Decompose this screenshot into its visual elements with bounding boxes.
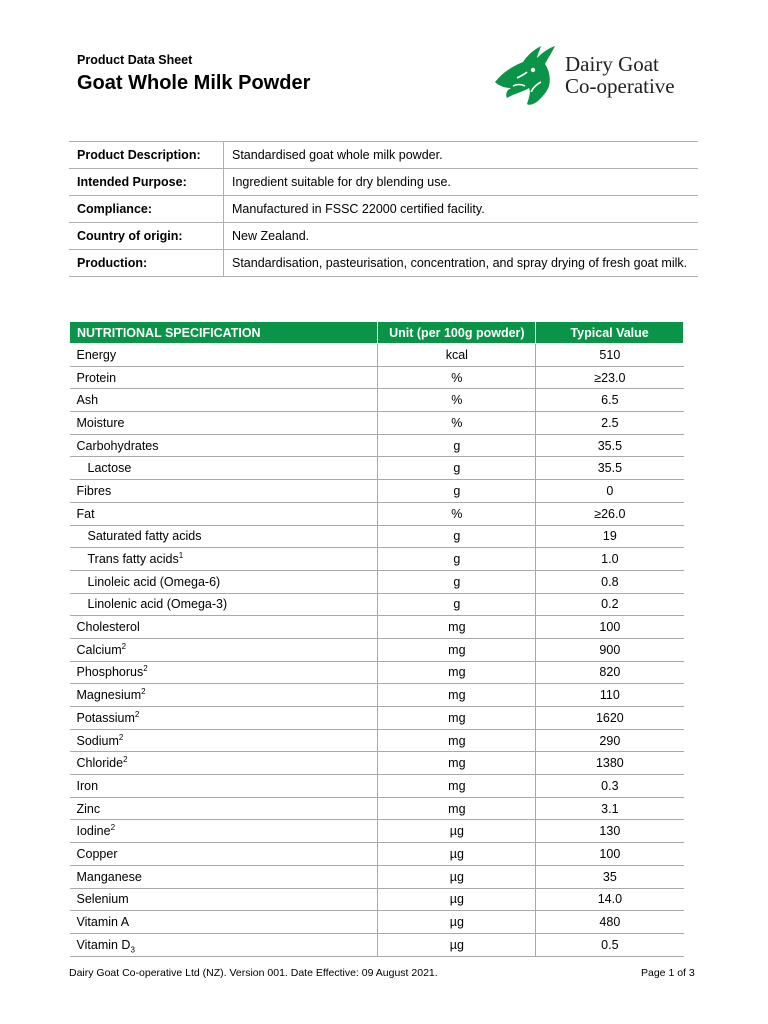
nutrient-unit: g — [378, 570, 536, 593]
nutrition-row — [70, 570, 684, 593]
nutrient-name-cell — [70, 570, 378, 593]
nutrient-value: 35.5 — [536, 434, 684, 457]
nutrient-name-cell — [70, 707, 378, 730]
info-row — [69, 196, 698, 223]
company-logo — [493, 42, 703, 110]
nutrient-unit: % — [378, 502, 536, 525]
nutrient-name-cell — [70, 616, 378, 639]
nutrition-row — [70, 502, 684, 525]
nutrition-row — [70, 525, 684, 548]
nutrient-value: 100 — [536, 843, 684, 866]
nutrient-name: Copper — [76, 846, 118, 861]
nutrient-unit: mg — [378, 616, 536, 639]
nutrient-name-cell — [70, 820, 378, 843]
nutrition-row — [70, 366, 684, 389]
nutrient-name: Fat — [76, 506, 95, 521]
nutrient-value: 130 — [536, 820, 684, 843]
nutrition-row — [70, 389, 684, 412]
footnote-marker: 1 — [178, 550, 184, 560]
nutrient-value: 100 — [536, 616, 684, 639]
nutrient-name-cell — [70, 684, 378, 707]
info-value: Ingredient suitable for dry blending use. — [224, 169, 699, 196]
info-row — [69, 250, 698, 277]
nutrition-row — [70, 888, 684, 911]
nutrient-name-cell — [70, 911, 378, 934]
nutrient-name-cell — [70, 775, 378, 798]
nutrient-unit: g — [378, 548, 536, 571]
footnote-marker: 2 — [123, 755, 128, 765]
info-row — [69, 142, 698, 169]
nutrient-unit: mg — [378, 775, 536, 798]
nutrient-unit: mg — [378, 729, 536, 752]
nutrient-name: Vitamin D — [76, 937, 131, 952]
nutrient-name: Calcium — [76, 642, 122, 657]
nutrition-row — [70, 775, 684, 798]
nutrient-name: Cholesterol — [76, 620, 140, 635]
nutrient-name-cell — [70, 457, 378, 480]
nutrition-row — [70, 434, 684, 457]
page-number: Page 1 of 3 — [641, 967, 695, 979]
nutrient-name: Linolenic acid (Omega-3) — [87, 597, 228, 612]
nutrition-row — [70, 729, 684, 752]
nutrient-name-cell — [70, 389, 378, 412]
nutrition-row — [70, 797, 684, 820]
nutrient-name: Linoleic acid (Omega-6) — [87, 574, 221, 589]
col-header-spec: NUTRITIONAL SPECIFICATION — [70, 322, 378, 344]
nutrition-row — [70, 412, 684, 435]
nutrient-unit: g — [378, 457, 536, 480]
nutrient-value: 290 — [536, 729, 684, 752]
nutrient-value: 0.3 — [536, 775, 684, 798]
nutrient-name-cell — [70, 344, 378, 367]
col-header-unit: Unit (per 100g powder) — [378, 322, 536, 344]
nutrient-value: 900 — [536, 638, 684, 661]
nutrient-value: 14.0 — [536, 888, 684, 911]
nutrient-name: Moisture — [76, 415, 125, 430]
nutrient-name: Chloride — [76, 756, 124, 771]
nutrient-name-cell — [70, 502, 378, 525]
nutrient-unit: µg — [378, 820, 536, 843]
nutrient-value: 1620 — [536, 707, 684, 730]
nutrient-name: Iron — [76, 778, 99, 793]
nutrition-row — [70, 843, 684, 866]
nutrient-name-cell — [70, 548, 378, 571]
info-row — [69, 223, 698, 250]
nutrient-unit: % — [378, 412, 536, 435]
nutrition-header-row — [70, 322, 684, 344]
nutrient-value: 35.5 — [536, 457, 684, 480]
nutrition-row — [70, 820, 684, 843]
logo-text-line2: Co-operative — [565, 74, 675, 98]
nutrient-value: 19 — [536, 525, 684, 548]
nutrient-unit: g — [378, 525, 536, 548]
nutrient-unit: µg — [378, 911, 536, 934]
nutrient-value: 1380 — [536, 752, 684, 775]
nutrient-name-cell — [70, 412, 378, 435]
footnote-marker: 2 — [141, 687, 146, 696]
document-title: Goat Whole Milk Powder — [77, 72, 311, 94]
nutrient-name-cell — [70, 843, 378, 866]
nutrient-name: Protein — [76, 370, 117, 385]
footnote-marker: 2 — [118, 732, 124, 742]
nutrient-value: 0.2 — [536, 593, 684, 616]
nutrient-unit: kcal — [378, 344, 536, 367]
nutrient-value: 820 — [536, 661, 684, 684]
nutrient-name: Manganese — [76, 869, 142, 884]
nutrient-name-cell — [70, 797, 378, 820]
info-value: New Zealand. — [224, 223, 699, 250]
nutrient-name: Energy — [76, 347, 117, 362]
nutrient-unit: % — [378, 366, 536, 389]
info-row — [69, 169, 698, 196]
nutrition-row — [70, 933, 684, 956]
footer-text: Dairy Goat Co-operative Ltd (NZ). Version 001. Date Effective: 09 August 2021. — [69, 967, 438, 979]
footnote-marker: 2 — [121, 641, 127, 651]
nutrient-name-cell — [70, 752, 378, 775]
nutrient-name: Carbohydrates — [76, 438, 159, 453]
nutrient-name: Vitamin A — [76, 915, 130, 930]
col-header-value: Typical Value — [536, 322, 684, 344]
nutrient-unit: µg — [378, 843, 536, 866]
nutrient-name-cell — [70, 366, 378, 389]
nutrient-unit: g — [378, 434, 536, 457]
nutrient-value: 2.5 — [536, 412, 684, 435]
info-value: Standardised goat whole milk powder. — [224, 142, 699, 169]
nutrition-row — [70, 638, 684, 661]
nutrient-name-cell — [70, 434, 378, 457]
info-label: Compliance: — [69, 196, 224, 223]
info-value: Manufactured in FSSC 22000 certified facility. — [224, 196, 699, 223]
nutrient-name-cell — [70, 593, 378, 616]
nutrition-row — [70, 593, 684, 616]
nutrient-name: Sodium — [76, 733, 119, 748]
document-subtitle: Product Data Sheet — [77, 53, 193, 67]
nutrient-unit: mg — [378, 638, 536, 661]
nutrient-value: 510 — [536, 344, 684, 367]
nutrient-name: Fibres — [76, 483, 112, 498]
nutrition-row — [70, 752, 684, 775]
nutrient-name: Zinc — [76, 801, 101, 816]
nutrient-unit: µg — [378, 888, 536, 911]
nutrition-row — [70, 344, 684, 367]
nutrient-value: 0.5 — [536, 933, 684, 956]
nutrient-name: Saturated fatty acids — [87, 529, 202, 544]
nutrition-row — [70, 480, 684, 503]
nutrient-value: 35 — [536, 865, 684, 888]
nutrient-name-cell — [70, 480, 378, 503]
nutrient-name: Iodine — [76, 824, 111, 839]
nutrient-name: Potassium — [76, 710, 135, 725]
nutrient-name: Selenium — [76, 892, 129, 907]
nutrient-name: Phosphorus — [76, 665, 144, 680]
info-label: Country of origin: — [69, 223, 224, 250]
nutrient-name: Trans fatty acids — [87, 552, 179, 567]
nutrient-unit: mg — [378, 752, 536, 775]
nutrient-name: Magnesium — [76, 688, 142, 703]
nutrition-row — [70, 707, 684, 730]
footnote-marker: 2 — [143, 664, 148, 674]
nutrient-value: ≥23.0 — [536, 366, 684, 389]
subscript: 3 — [130, 945, 135, 955]
nutrient-unit: mg — [378, 707, 536, 730]
info-value: Standardisation, pasteurisation, concentration, and spray drying of fresh goat milk. — [224, 250, 699, 277]
nutrient-unit: % — [378, 389, 536, 412]
nutrient-unit: mg — [378, 684, 536, 707]
nutrient-value: 3.1 — [536, 797, 684, 820]
nutrition-row — [70, 911, 684, 934]
nutrient-value: 480 — [536, 911, 684, 934]
nutrition-row — [70, 616, 684, 639]
nutrient-value: 1.0 — [536, 548, 684, 571]
nutrition-row — [70, 457, 684, 480]
footnote-marker: 2 — [134, 709, 140, 719]
nutrient-name: Ash — [76, 393, 99, 408]
nutrient-name-cell — [70, 865, 378, 888]
nutrition-row — [70, 684, 684, 707]
nutrition-row — [70, 548, 684, 571]
nutrient-value: 0 — [536, 480, 684, 503]
nutrient-value: 0.8 — [536, 570, 684, 593]
nutrient-name-cell — [70, 661, 378, 684]
nutrient-name: Lactose — [87, 461, 132, 476]
info-label: Production: — [69, 250, 224, 277]
nutrient-name-cell — [70, 729, 378, 752]
nutrient-unit: g — [378, 480, 536, 503]
nutrient-unit: g — [378, 593, 536, 616]
nutrient-value: 6.5 — [536, 389, 684, 412]
info-label: Product Description: — [69, 142, 224, 169]
info-label: Intended Purpose: — [69, 169, 224, 196]
nutrient-name-cell — [70, 525, 378, 548]
footnote-marker: 2 — [110, 823, 116, 833]
nutrition-row — [70, 865, 684, 888]
goat-head-icon — [493, 42, 563, 110]
nutrition-table — [69, 321, 684, 957]
logo-text-line1: Dairy Goat — [565, 52, 659, 76]
nutrient-value: ≥26.0 — [536, 502, 684, 525]
nutrient-name-cell — [70, 638, 378, 661]
product-info-table — [69, 141, 698, 277]
nutrient-name-cell — [70, 933, 378, 956]
nutrient-unit: mg — [378, 661, 536, 684]
nutrient-name-cell — [70, 888, 378, 911]
nutrient-unit: µg — [378, 933, 536, 956]
nutrient-unit: µg — [378, 865, 536, 888]
nutrition-row — [70, 661, 684, 684]
nutrient-unit: mg — [378, 797, 536, 820]
nutrient-value: 110 — [536, 684, 684, 707]
